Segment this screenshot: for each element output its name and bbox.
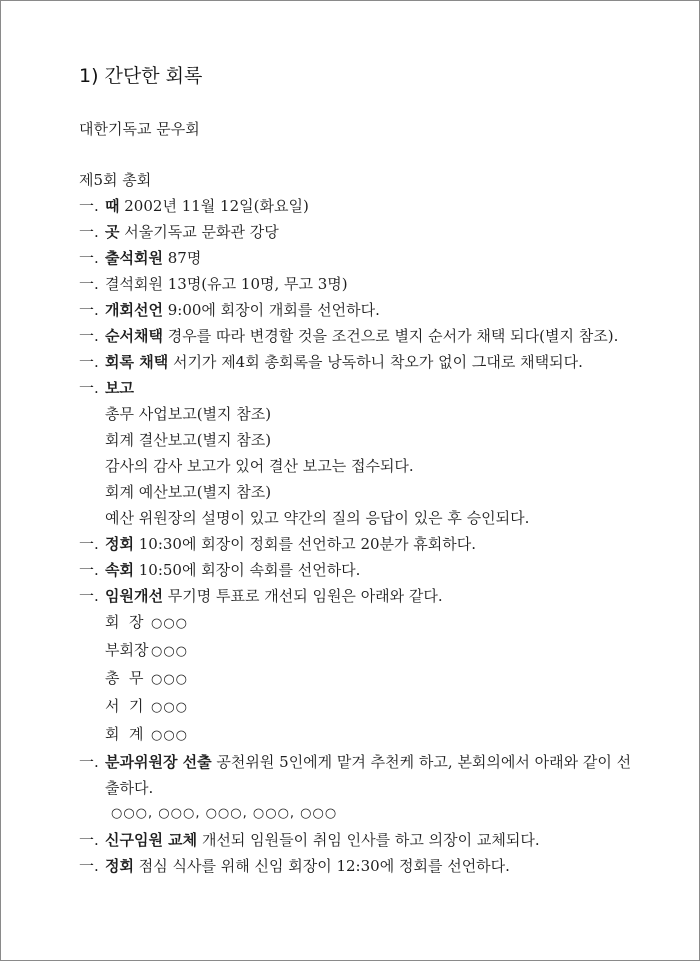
item-bullet: 一. xyxy=(79,857,99,875)
item-term: 신구임원 교체 xyxy=(105,831,198,849)
item-term: 순서채택 xyxy=(105,327,163,345)
item-bullet: 一. xyxy=(79,587,99,605)
minutes-item-agenda xyxy=(79,323,639,349)
officer-row xyxy=(79,637,639,665)
officer-names: ○○○ xyxy=(151,700,189,715)
item-bullet: 一. xyxy=(79,223,99,241)
item-term: 곳 xyxy=(105,223,120,241)
section-heading: 1) 간단한 회록 xyxy=(79,65,203,87)
minutes-item-reports xyxy=(79,375,639,401)
item-text: 87명 xyxy=(162,249,202,267)
officer-row xyxy=(79,609,639,637)
minutes-list xyxy=(79,193,639,879)
item-text: 서울기독교 문화관 강당 xyxy=(119,223,279,241)
item-text: 9:00에 회장이 개회를 선언하다. xyxy=(162,301,380,319)
officer-row xyxy=(79,665,639,693)
item-bullet: 一. xyxy=(79,197,99,215)
report-line: 감사의 감사 보고가 있어 결산 보고는 접수되다. xyxy=(105,457,414,475)
minutes-item-record-adoption xyxy=(79,349,639,375)
report-line: 예산 위원장의 설명이 있고 약간의 질의 응답이 있은 후 승인되다. xyxy=(105,509,530,527)
report-line: 총무 사업보고(별지 참조) xyxy=(105,405,272,423)
item-text: 공천위원 5인에게 맡겨 추천케 하고, 본회의에서 아래와 같이 선출하다. xyxy=(105,753,632,797)
item-term: 분과위원장 선출 xyxy=(105,753,212,771)
item-text: 점심 식사를 위해 신임 회장이 12:30에 정회를 선언하다. xyxy=(133,857,510,875)
item-term: 보고 xyxy=(105,379,134,397)
item-term: 출석회원 xyxy=(105,249,163,267)
minutes-item-recess xyxy=(79,531,639,557)
officer-role: 총 무 xyxy=(105,669,144,687)
item-bullet: 一. xyxy=(79,561,99,579)
item-term: 정회 xyxy=(105,857,134,875)
committee-chair-names: ○○○, ○○○, ○○○, ○○○, ○○○ xyxy=(111,806,338,821)
officer-names: ○○○ xyxy=(151,616,189,631)
item-term: 개회선언 xyxy=(105,301,163,319)
report-line: 회계 예산보고(별지 참조) xyxy=(105,483,272,501)
officer-names: ○○○ xyxy=(151,644,189,659)
minutes-item-resume xyxy=(79,557,639,583)
item-term: 회록 채택 xyxy=(105,353,169,371)
officer-role: 회 장 xyxy=(105,613,144,631)
item-text: 결석회원 13명(유고 10명, 무고 3명) xyxy=(105,275,348,293)
minutes-item-place xyxy=(79,219,639,245)
item-text: 무기명 투표로 개선되 임원은 아래와 같다. xyxy=(162,587,443,605)
report-line: 회계 결산보고(별지 참조) xyxy=(105,431,272,449)
item-text: 10:50에 회장이 속회를 선언하다. xyxy=(133,561,361,579)
minutes-item-absence xyxy=(79,271,639,297)
minutes-item-officer-handover xyxy=(79,827,639,853)
item-term: 임원개선 xyxy=(105,587,163,605)
item-text: 경우를 따라 변경할 것을 조건으로 별지 순서가 채택 되다(별지 참조). xyxy=(162,327,619,345)
officer-names: ○○○ xyxy=(151,728,189,743)
item-term: 정회 xyxy=(105,535,134,553)
organization-name: 대한기독교 문우회 xyxy=(79,120,200,138)
item-term: 속회 xyxy=(105,561,134,579)
item-bullet: 一. xyxy=(79,353,99,371)
officer-role: 부회장 xyxy=(105,641,149,659)
officer-row xyxy=(79,721,639,749)
item-text: 2002년 11월 12일(화요일) xyxy=(119,197,309,215)
minutes-item-time xyxy=(79,193,639,219)
item-bullet: 一. xyxy=(79,831,99,849)
session-title: 제5회 총회 xyxy=(79,171,152,189)
minutes-item-attendance xyxy=(79,245,639,271)
officer-role: 회 계 xyxy=(105,725,144,743)
item-bullet: 一. xyxy=(79,535,99,553)
minutes-item-election xyxy=(79,583,639,609)
minutes-item-committee-chairs xyxy=(79,749,639,801)
item-bullet: 一. xyxy=(79,379,99,397)
minutes-item-opening xyxy=(79,297,639,323)
item-term: 때 xyxy=(105,197,120,215)
minutes-item-lunch-recess xyxy=(79,853,639,879)
item-text: 서기가 제4회 총회록을 낭독하니 착오가 없이 그대로 채택되다. xyxy=(168,353,583,371)
item-bullet: 一. xyxy=(79,327,99,345)
officer-role: 서 기 xyxy=(105,697,144,715)
item-bullet: 一. xyxy=(79,301,99,319)
item-text: 10:30에 회장이 정회를 선언하고 20분가 휴회하다. xyxy=(133,535,477,553)
item-bullet: 一. xyxy=(79,753,99,771)
officer-names: ○○○ xyxy=(151,672,189,687)
officer-row xyxy=(79,693,639,721)
item-bullet: 一. xyxy=(79,275,99,293)
item-text: 개선되 임원들이 취임 인사를 하고 의장이 교체되다. xyxy=(197,831,540,849)
item-bullet: 一. xyxy=(79,249,99,267)
